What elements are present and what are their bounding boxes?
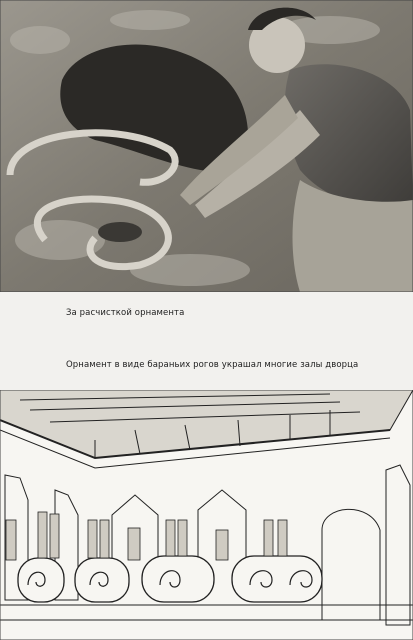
palace-hall-drawing (0, 390, 413, 640)
excavation-photograph (0, 0, 413, 292)
photo-caption: За расчисткой орнамента (66, 308, 185, 318)
drawing-caption: Орнамент в виде бараньих рогов украшал многие залы дворца (66, 360, 359, 370)
